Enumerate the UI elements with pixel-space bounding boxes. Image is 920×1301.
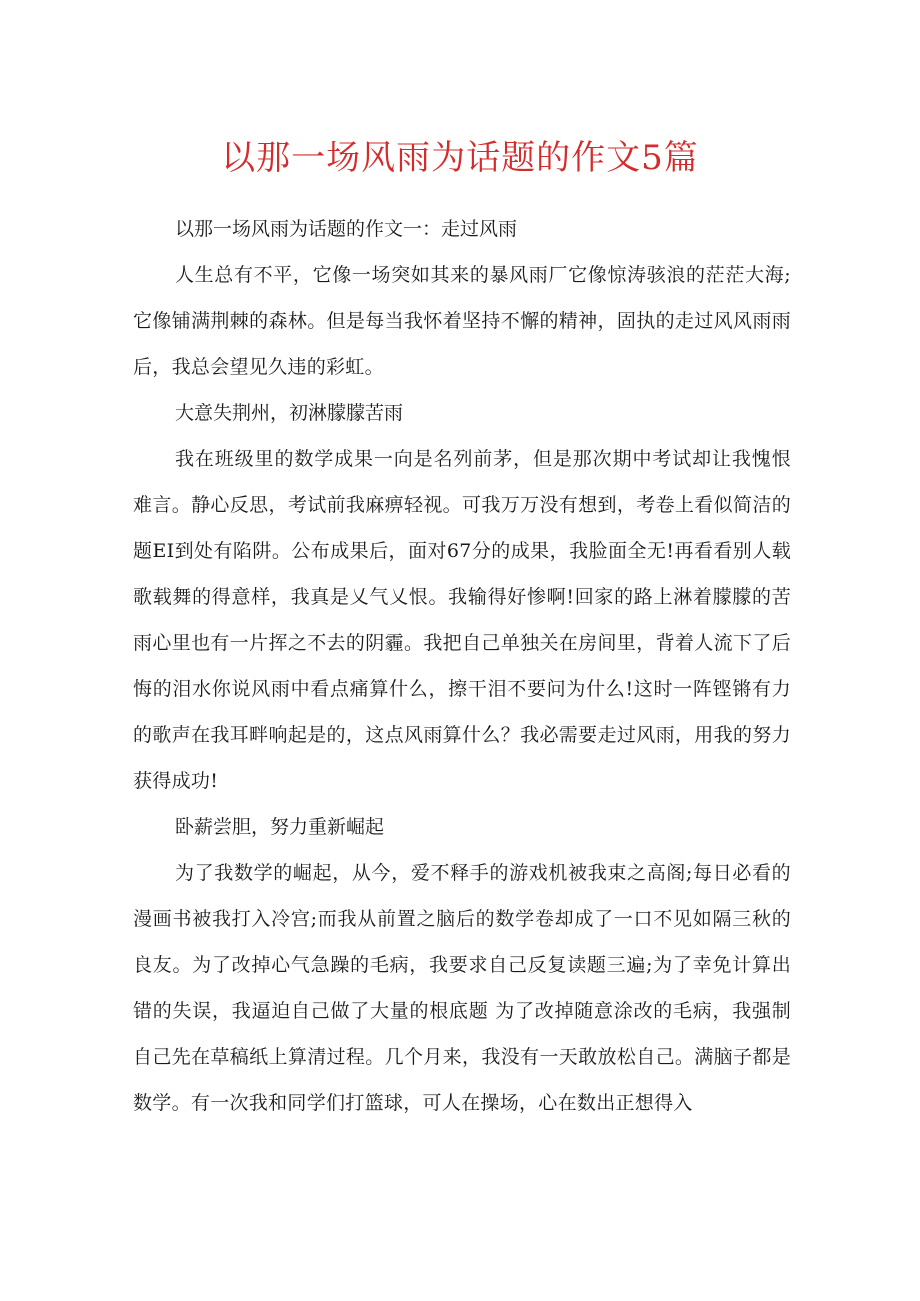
section-heading: 以那一场风雨为话题的作文一：走过风雨 — [175, 218, 518, 240]
section-heading: 大意失荆州，初淋朦朦苦雨 — [175, 402, 404, 424]
paragraph: 人生总有不平，它像一场突如其来的暴风雨厂它像惊涛骇浪的茫茫大海;它像铺满荆棘的森林。但是每当我怀着坚持不懈的精神，固执的走过风风雨雨后，我总会望见久违的彩虹。 — [133, 264, 791, 378]
paragraph: 为了我数学的崛起，从今，爱不释手的游戏机被我束之高阁;每日必看的漫画书被我打入冷宫;而我从前置之脑后的数学卷却成了一口不见如隔三秋的良友。为了改掉心气急躁的毛病，我要求自己反复读题三遍;为了幸免计算出错的失误，我逼迫自己做了大量的根底题 为了改掉随意涂改的毛病，我强制自己先在草稿纸上算清过程。几个月来，我没有一天敢放松自己。满脑子都是数学。有一次我和同学们打篮球，可人在操场，心在数出正想得入 — [133, 862, 791, 1114]
paragraph: 我在班级里的数学成果一向是名列前茅，但是那次期中考试却让我愧恨难言。静心反思，考试前我麻痹轻视。可我万万没有想到，考卷上看似简洁的题EI到处有陷阱。公布成果后，面对67分的成果，我脸面全无!再看看别人载歌载舞的得意样，我真是乂气乂恨。我输得好惨啊!回家的路上淋着朦朦的苦雨心里也有一片挥之不去的阴霾。我把自己单独关在房间里，背着人流下了后悔的泪水你说风雨中看点痛算什么，擦干泪不要问为什么!这时一阵铿锵有力的歌声在我耳畔响起是的，这点风雨算什么？我必需要走过风雨，用我的努力获得成功! — [133, 448, 791, 792]
document-body — [133, 206, 791, 1126]
section-heading: 卧薪尝胆，努力重新崛起 — [175, 816, 385, 838]
document-title: 以那一场风雨为话题的作文5篇 — [221, 138, 699, 178]
